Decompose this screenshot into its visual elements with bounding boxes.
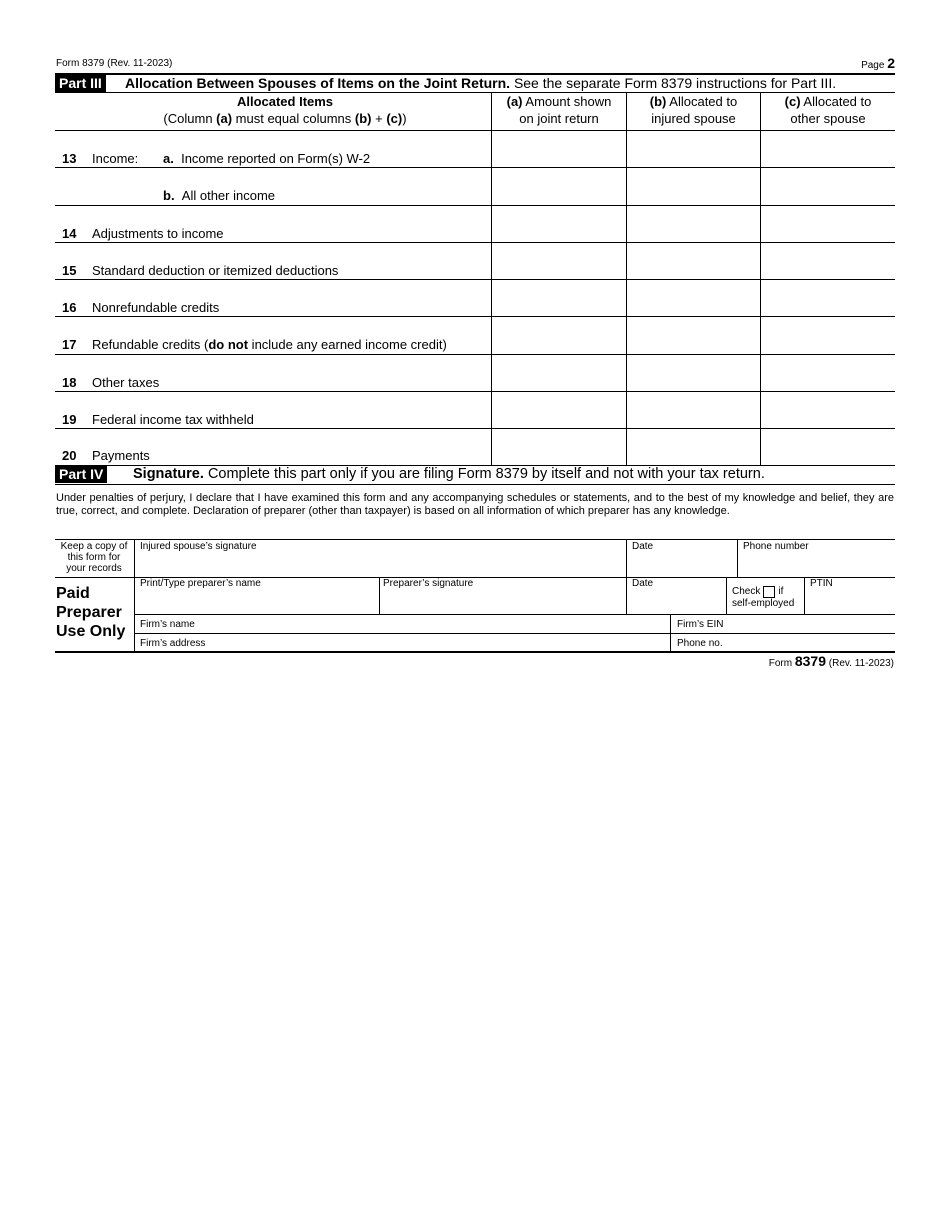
line-19-number: 19: [62, 412, 77, 427]
firm-ein-field[interactable]: [730, 615, 894, 632]
phone-no-label: Phone no.: [677, 638, 723, 649]
self-employed-check: Check if self-employed: [732, 586, 795, 609]
line-13a: a. Income reported on Form(s) W-2: [163, 151, 371, 166]
allocated-items-label: Allocated Items: [236, 94, 334, 109]
form-footer: Form 8379 (Rev. 11-2023): [768, 653, 894, 669]
firm-name-label: Firm’s name: [140, 619, 195, 630]
row-rule: [55, 205, 895, 206]
preparer-date-field[interactable]: [627, 590, 725, 614]
sig-top-rule: [55, 539, 895, 540]
line-15-number: 15: [62, 263, 77, 278]
firm-phone-field[interactable]: [730, 634, 894, 651]
part4-title-rule: [55, 484, 895, 485]
line-14-number: 14: [62, 226, 77, 241]
ptin-label: PTIN: [810, 578, 833, 589]
col-a-header: (a) Amount shown on joint return: [506, 94, 612, 126]
check-divider: [726, 577, 727, 615]
allocated-items-header: [55, 93, 515, 127]
keep-copy-note: Keep a copy of this form for your records: [60, 541, 128, 574]
phone-number-label: Phone number: [743, 541, 809, 552]
line-16-label: Nonrefundable credits: [92, 300, 220, 315]
row-rule: [55, 428, 895, 429]
line-20-label: Payments: [92, 448, 150, 463]
col-c-header: (c) Allocated to other spouse: [784, 94, 872, 126]
line13a-col-b-cell[interactable]: [627, 131, 760, 167]
phone-number-field[interactable]: [738, 553, 894, 576]
part3-title-bold: Allocation Between Spouses of Items on the Joint Return.: [125, 75, 511, 91]
line-17-number: 17: [62, 337, 77, 352]
line-13-number: 13: [62, 151, 77, 166]
preparer-signature-field[interactable]: [380, 590, 625, 614]
injured-spouse-date-field[interactable]: [627, 553, 736, 576]
line-16-number: 16: [62, 300, 77, 315]
line-20-number: 20: [62, 448, 77, 463]
line-15-label: Standard deduction or itemized deductions: [92, 263, 339, 278]
firm-ein-label: Firm’s EIN: [677, 619, 724, 630]
part3-title: [125, 75, 836, 91]
col-b-header: (b) Allocated to injured spouse: [649, 94, 738, 126]
line13a-col-c-cell[interactable]: [761, 131, 895, 167]
row-rule: [55, 242, 895, 243]
part4-title: Signature. Complete this part only if you are filing Form 8379 by itself and not with your tax return.: [133, 466, 765, 482]
firm-address-field[interactable]: [215, 634, 668, 651]
row-rule: [55, 391, 895, 392]
injured-spouse-signature-field[interactable]: [135, 553, 625, 576]
page-number: 2: [887, 55, 895, 71]
part3-tag: Part III: [55, 75, 106, 92]
line-19-label: Federal income tax withheld: [92, 412, 254, 427]
firm-ein-divider: [670, 614, 671, 652]
footer-form-number: 8379: [794, 653, 826, 669]
preparer-signature-label: Preparer’s signature: [383, 578, 474, 589]
part4-tag: Part IV: [55, 466, 107, 483]
allocated-items-note: (Column (a) must equal columns (b) + (c)): [163, 111, 407, 126]
perjury-declaration: Under penalties of perjury, I declare that I have examined this form and any accompanying schedules or statements, and to the best of my knowledge and belief, they are true, correct, and complete. Declaration of preparer (other than taxpayer) is based on all information of which preparer has any knowledge.: [56, 492, 894, 517]
firm-name-field[interactable]: [200, 615, 668, 632]
row-rule: [55, 279, 895, 280]
line13a-col-a-cell[interactable]: [492, 131, 626, 167]
form-revision: Form 8379 (Rev. 11-2023): [56, 58, 173, 69]
preparer-name-label: Print/Type preparer’s name: [140, 578, 261, 589]
self-employed-checkbox[interactable]: [763, 586, 775, 598]
part3-title-rest: See the separate Form 8379 instructions for Part III.: [513, 75, 837, 91]
firm-address-label: Firm’s address: [140, 638, 206, 649]
page-indicator: [861, 55, 895, 71]
row-rule: [55, 316, 895, 317]
paid-preparer-heading: Paid Preparer Use Only: [56, 585, 126, 640]
row-rule: [55, 354, 895, 355]
line-17-label: Refundable credits (do not include any earned income credit): [92, 337, 447, 352]
preparer-date-label: Date: [632, 578, 654, 589]
preparer-name-field[interactable]: [135, 590, 378, 614]
injured-spouse-signature-label: Injured spouse’s signature: [140, 541, 257, 552]
date-label: Date: [632, 541, 654, 552]
line-18-label: Other taxes: [92, 375, 160, 390]
ptin-field[interactable]: [805, 590, 894, 614]
row-rule: [55, 167, 895, 168]
page-label: Page: [861, 60, 885, 71]
line-18-number: 18: [62, 375, 77, 390]
line-13b: b. All other income: [163, 188, 276, 203]
line-13-label: Income:: [92, 151, 139, 166]
line-14-label: Adjustments to income: [92, 226, 224, 241]
